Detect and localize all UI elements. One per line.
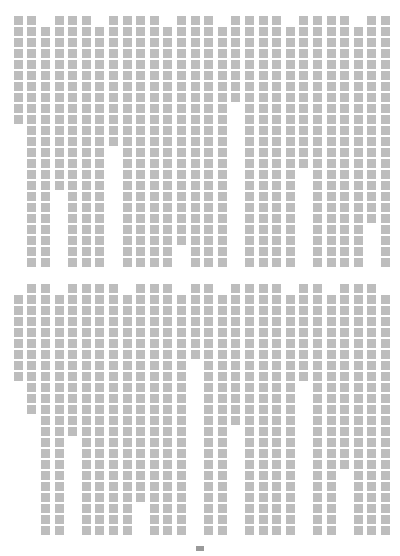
text-column — [95, 284, 104, 535]
text-column — [41, 27, 50, 267]
text-column — [340, 16, 349, 267]
text-column — [204, 284, 213, 535]
text-column — [327, 295, 336, 535]
text-column — [177, 295, 186, 535]
text-column — [150, 284, 159, 535]
text-column — [14, 295, 23, 381]
text-column — [163, 284, 172, 535]
text-column — [41, 284, 50, 535]
text-column — [259, 284, 268, 535]
text-column — [191, 284, 200, 359]
text-column — [218, 27, 227, 267]
text-column — [299, 16, 308, 168]
text-column — [367, 16, 376, 223]
text-column — [68, 16, 77, 267]
text-column — [55, 295, 64, 535]
text-column — [27, 16, 36, 267]
text-column — [55, 16, 64, 190]
text-column — [272, 284, 281, 535]
text-column — [340, 284, 349, 469]
upper-text-block — [10, 16, 392, 272]
text-column — [245, 284, 254, 535]
text-column — [354, 27, 363, 267]
text-column — [313, 284, 322, 535]
text-column — [123, 16, 132, 267]
text-column — [245, 16, 254, 267]
text-column — [327, 16, 336, 267]
text-column — [27, 284, 36, 414]
text-column — [150, 16, 159, 267]
page-number — [196, 546, 204, 551]
text-column — [231, 284, 240, 425]
text-column — [299, 284, 308, 381]
text-column — [381, 16, 390, 267]
text-column — [136, 16, 145, 267]
lower-text-block — [10, 284, 392, 540]
text-column — [177, 16, 186, 245]
text-column — [204, 16, 213, 267]
text-column — [82, 284, 91, 535]
text-column — [259, 16, 268, 267]
text-column — [313, 16, 322, 267]
text-column — [272, 16, 281, 267]
text-column — [354, 284, 363, 535]
text-column — [191, 16, 200, 267]
text-column — [367, 284, 376, 535]
text-column — [286, 295, 295, 535]
text-column — [218, 295, 227, 535]
text-column — [109, 16, 118, 146]
text-column — [136, 284, 145, 502]
text-column — [286, 27, 295, 267]
text-column — [381, 295, 390, 535]
text-column — [231, 16, 240, 102]
text-column — [123, 295, 132, 535]
text-column — [68, 284, 77, 436]
text-column — [14, 16, 23, 124]
text-column — [95, 27, 104, 267]
text-column — [109, 284, 118, 535]
text-column — [82, 16, 91, 267]
text-column — [163, 27, 172, 267]
